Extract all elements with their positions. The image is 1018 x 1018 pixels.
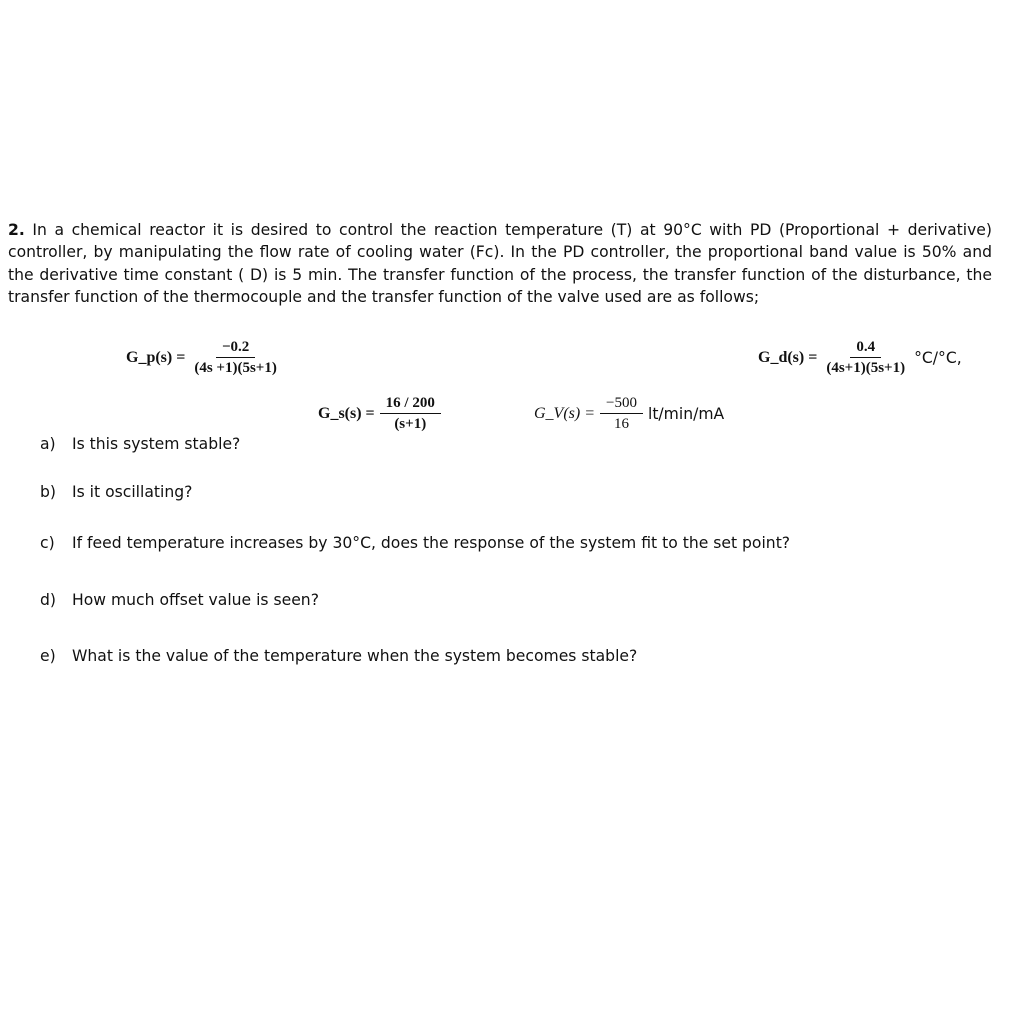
gp-lhs: G_p(s) = xyxy=(126,348,186,366)
question-c-label: c) xyxy=(40,534,55,552)
question-c-text: If feed temperature increases by 30°C, does the response of the system fit to the set point? xyxy=(72,534,791,552)
gs-lhs: G_s(s) = xyxy=(318,404,375,422)
question-e-text: What is the value of the temperature when the system becomes stable? xyxy=(72,647,638,665)
gv-denominator: 16 xyxy=(614,416,629,432)
gd-numerator: 0.4 xyxy=(850,338,881,358)
problem-statement xyxy=(8,219,992,309)
question-d-label: d) xyxy=(40,591,56,609)
gd-fraction xyxy=(822,338,909,377)
question-c xyxy=(40,533,790,553)
question-b-text: Is it oscillating? xyxy=(72,483,193,501)
question-e xyxy=(40,646,637,666)
question-e-label: e) xyxy=(40,647,56,665)
question-a-text: Is this system stable? xyxy=(72,435,241,453)
question-b-label: b) xyxy=(40,483,56,501)
gp-denominator: (4s +1)(5s+1) xyxy=(194,360,277,376)
gv-units: lt/min/mA xyxy=(647,404,725,423)
process-transfer-function xyxy=(126,338,283,377)
gd-lhs: G_d(s) = xyxy=(758,348,818,366)
valve-transfer-function xyxy=(534,394,724,433)
problem-intro-text: In a chemical reactor it is desired to control the reaction temperature (T) at 90°C with PD (Proportional + derivative) controller, by manipulating the flow rate of cooling water (Fc). In the PD controller, the proportional band value is 50% and the derivative time constant ( D) is 5 min. The transfer function of the process, the transfer function of the disturbance, the transfer function of the thermocouple and the transfer function of the valve used are as follows; xyxy=(8,221,992,307)
question-a xyxy=(40,434,240,454)
gv-fraction xyxy=(600,394,643,433)
problem-number: 2. xyxy=(8,221,25,239)
question-b xyxy=(40,482,192,502)
gp-numerator: −0.2 xyxy=(216,338,255,358)
gs-denominator: (s+1) xyxy=(394,416,427,432)
question-d xyxy=(40,590,319,610)
thermocouple-transfer-function xyxy=(318,394,443,433)
gd-denominator: (4s+1)(5s+1) xyxy=(826,360,906,376)
gv-lhs: G_V(s) = xyxy=(534,404,596,422)
question-d-text: How much offset value is seen? xyxy=(72,591,319,609)
disturbance-transfer-function xyxy=(758,338,962,377)
question-a-label: a) xyxy=(40,435,56,453)
gs-numerator: 16 / 200 xyxy=(380,394,441,414)
gs-fraction xyxy=(380,394,441,433)
gp-fraction xyxy=(190,338,281,377)
gv-numerator: −500 xyxy=(600,394,643,414)
gd-units: °C/°C, xyxy=(914,348,962,367)
